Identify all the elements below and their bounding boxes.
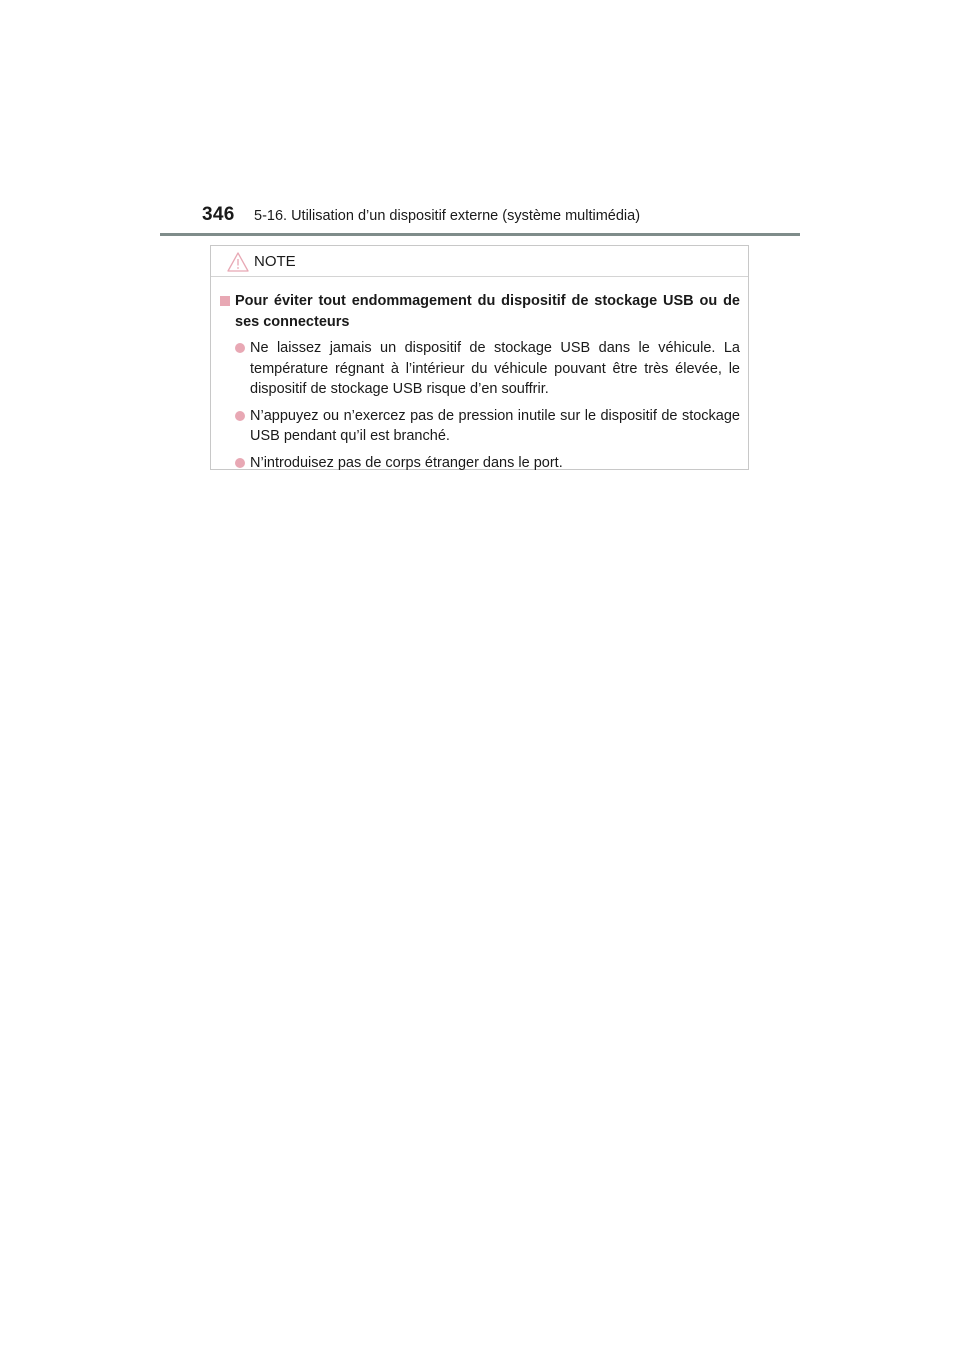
list-item-text: N’appuyez ou n’exercez pas de pression inutile sur le dispositif de stockage USB pendant qu’il est branché.	[250, 407, 740, 444]
circle-bullet-icon	[235, 343, 245, 353]
header-rule	[160, 233, 800, 236]
page-header	[160, 204, 800, 234]
section-title: 5-16. Utilisation d’un dispositif externe (système multimédia)	[254, 208, 641, 224]
note-items	[217, 338, 740, 473]
list-item	[217, 406, 740, 447]
note-header	[211, 246, 748, 277]
note-body	[211, 277, 748, 473]
circle-bullet-icon	[235, 411, 245, 421]
note-topic	[217, 291, 740, 332]
square-bullet-icon	[220, 296, 230, 306]
circle-bullet-icon	[235, 458, 245, 468]
list-item-text: Ne laissez jamais un dispositif de stockage USB dans le véhicule. La température régnant à l’intérieur du véhicule pouvant être très élevée, le dispositif de stockage USB risque d’en souffrir.	[250, 340, 740, 397]
warning-triangle-icon	[227, 252, 249, 272]
page-number: 346	[202, 204, 235, 225]
list-item-text: N’introduisez pas de corps étranger dans le port.	[250, 454, 563, 471]
note-label: NOTE	[254, 253, 296, 270]
note-topic-text: Pour éviter tout endommagement du dispositif de stockage USB ou de ses connecteurs	[235, 293, 740, 330]
list-item	[217, 338, 740, 400]
list-item	[217, 453, 740, 474]
note-box	[210, 245, 749, 470]
